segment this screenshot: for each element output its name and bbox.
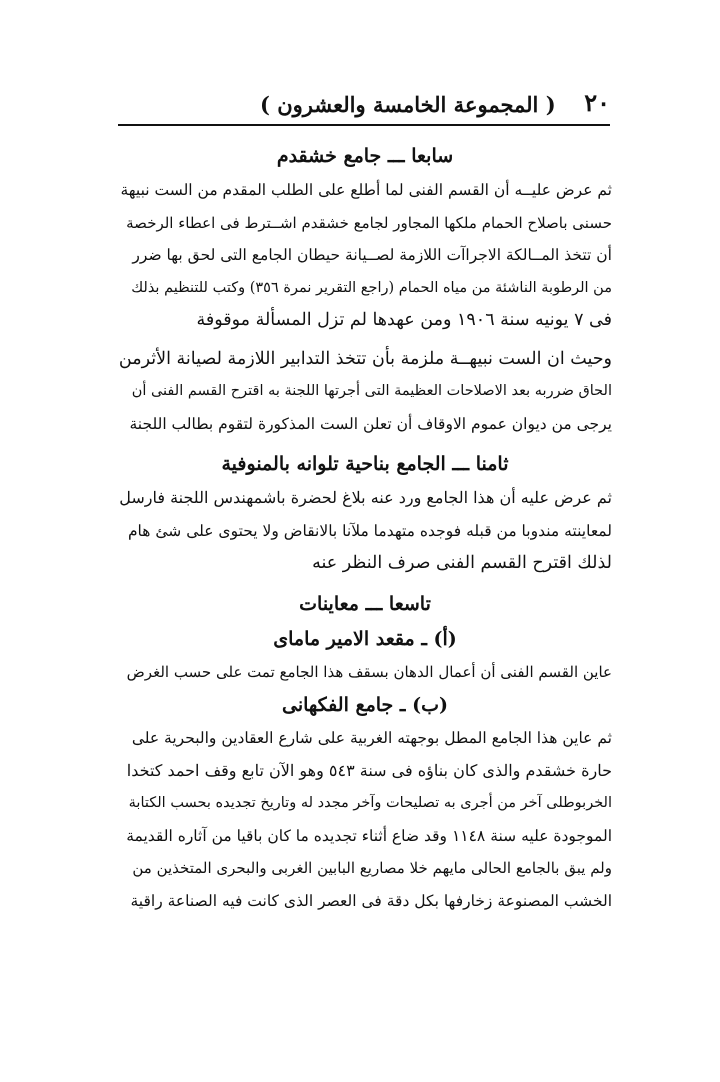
text-line: حسنى باصلاح الحمام ملكها المجاور لجامع خشقدم اشــترط فى اعطاء الرخصة bbox=[126, 213, 612, 232]
text-line: الخشب المصنوعة زخارفها بكل دقة فى العصر الذى كانت فيه الصناعة راقية bbox=[130, 891, 612, 910]
text-line: يرجى من ديوان عموم الاوقاف أن تعلن الست المذكورة لتقوم بطالب اللجنة bbox=[129, 414, 612, 433]
section-heading-seventh: سابعا ـــ جامع خشقدم bbox=[276, 145, 454, 167]
subsection-title-a: (أ) ـ مقعد الامير ماماى bbox=[273, 627, 457, 650]
text-line: من الرطوبة الناشئة من مياه الحمام (راجع التقرير نمرة ٣٥٦) وكتب للتنظيم بذلك bbox=[131, 279, 612, 296]
text-line: الخربوطلى آخر من أجرى به تصليحات وآخر مجدد له وتاريخ تجديده بحسب الكتابة bbox=[128, 795, 612, 811]
text-line: ثم عرض عليــه أن القسم الفنى لما أطلع على الطلب المقدم من الست نبيهة bbox=[120, 181, 612, 199]
text-line: الموجودة عليه سنة ١١٤٨ وقد ضاع أثناء تجديده ما كان باقيا من آثاره القديمة bbox=[126, 826, 612, 845]
text-line: لمعاينته مندوبا من قبله فوجده متهدما ملآنا بالانقاض ولا يحتوى على شئ هام bbox=[127, 521, 612, 540]
header-divider bbox=[118, 124, 610, 126]
page-body bbox=[118, 138, 612, 917]
section-heading-ninth: تاسعا ـــ معاينات bbox=[299, 592, 431, 615]
subsection-title-b: (ب) ـ جامع الفكهانى bbox=[282, 694, 448, 716]
text-line: ثم عرض عليه أن هذا الجامع ورد عنه بلاغ لحضرة باشمهندس اللجنة فارسل bbox=[119, 488, 612, 507]
text-line: لذلك اقترح القسم الفنى صرف النظر عنه bbox=[312, 553, 612, 573]
text-line: أن تتخذ المــالكة الاجراآت اللازمة لصــيانة حيطان الجامع التى لحق بها ضرر bbox=[132, 246, 612, 264]
page-number: ٢٠ bbox=[584, 88, 610, 117]
page-header bbox=[120, 84, 610, 124]
text-line: حارة خشقدم والذى كان بناؤه فى سنة ٥٤٣ وهو الآن تابع وقف احمد كتخدا bbox=[126, 760, 612, 780]
text-line: ثم عاين هذا الجامع المطل بوجهته الغربية على شارع العقادين والبحرية على bbox=[131, 729, 612, 747]
text-line: فى ٧ يونيه سنة ١٩٠٦ ومن عهدها لم تزل المسألة موقوفة bbox=[196, 310, 612, 330]
text-line: الحاق ضرربه بعد الاصلاحات العظيمة التى أجرتها اللجنة به اقترح القسم الفنى أن bbox=[131, 383, 612, 399]
text-line: عاين القسم الفنى أن أعمال الدهان بسقف هذا الجامع تمت على حسب الغرض bbox=[126, 662, 612, 681]
text-line: ولم يبق بالجامع الحالى مايهم خلا مصاريع البابين الغربى والبحرى المتخذين من bbox=[132, 859, 612, 877]
section-heading-eighth: ثامنا ـــ الجامع بناحية تلوانه بالمنوفية bbox=[221, 453, 509, 475]
text-line: وحيث ان الست نبيهــة ملزمة بأن تتخذ التدابير اللازمة لصيانة الأثرمن bbox=[118, 348, 612, 369]
page-header-title: ( المجموعة الخامسة والعشرون ) bbox=[260, 92, 556, 117]
